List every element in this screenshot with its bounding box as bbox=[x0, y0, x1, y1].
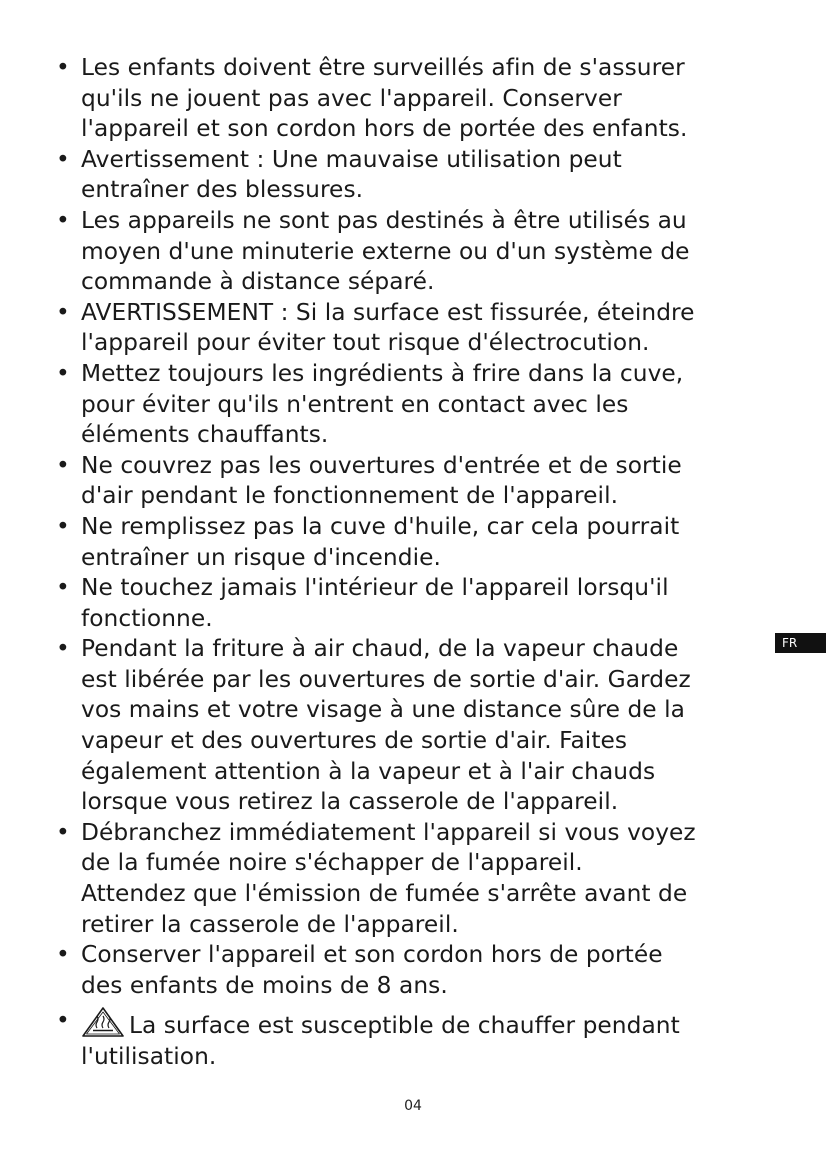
list-item-text: Ne couvrez pas les ouvertures d'entrée et de sortie d'air pendant le fonctionnement de l'appareil. bbox=[81, 451, 682, 510]
hot-surface-warning-item bbox=[56, 1006, 761, 1072]
list-item bbox=[56, 145, 761, 206]
bullet-dot: • bbox=[56, 941, 70, 969]
list-item bbox=[56, 573, 761, 634]
list-item-text: Pendant la friture à air chaud, de la vapeur chaude est libérée par les ouvertures de sortie d'air. Gardez vos mains et votre visage à une distance sûre de la vapeur et des ouvertures de sortie d'air. Faites également attention à la vapeur et à l'air chauds lorsque vous retirez la casserole de l'appareil. bbox=[81, 635, 691, 816]
list-item-text: Avertissement : Une mauvaise utilisation peut entraîner des blessures. bbox=[81, 145, 622, 204]
list-item-text: Ne remplissez pas la cuve d'huile, car cela pourrait entraîner un risque d'incendie. bbox=[81, 512, 680, 571]
list-item bbox=[56, 206, 761, 298]
list-item-text: Débranchez immédiatement l'appareil si vous voyez de la fumée noire s'échapper de l'appareil. Attendez que l'émission de fumée s'arrête avant de retirer la casserole de l'appareil. bbox=[81, 818, 696, 938]
list-item bbox=[56, 940, 761, 1001]
list-item bbox=[56, 512, 761, 573]
list-item-text: Ne touchez jamais l'intérieur de l'appareil lorsqu'il fonctionne. bbox=[81, 574, 669, 632]
bullet-dot: • bbox=[56, 818, 70, 846]
hot-surface-warning-icon bbox=[81, 1006, 125, 1038]
list-item bbox=[56, 298, 761, 359]
list-item bbox=[56, 634, 761, 818]
list-item bbox=[56, 451, 761, 512]
bullet-dot: • bbox=[56, 635, 70, 663]
bullet-dot: • bbox=[56, 359, 70, 387]
page-number: 04 bbox=[404, 1098, 422, 1114]
hot-surface-warning-text: La surface est susceptible de chauffer pendant l'utilisation. bbox=[81, 1012, 680, 1070]
bullet-dot: • bbox=[56, 206, 70, 234]
list-item-text: Les appareils ne sont pas destinés à être utilisés au moyen d'une minuterie externe ou d'un système de commande à distance séparé. bbox=[81, 206, 690, 296]
bullet-dot: • bbox=[56, 451, 70, 479]
list-item bbox=[56, 818, 761, 940]
bullet-dot: • bbox=[56, 1007, 70, 1035]
list-item-text: Les enfants doivent être surveillés afin de s'assurer qu'ils ne jouent pas avec l'appareil. Conserver l'appareil et son cordon hors de portée des enfants. bbox=[81, 54, 688, 143]
bullet-dot: • bbox=[56, 574, 70, 602]
bullet-dot: • bbox=[56, 298, 70, 326]
list-item bbox=[56, 53, 761, 145]
list-item-text: Mettez toujours les ingrédients à frire dans la cuve, pour éviter qu'ils n'entrent en contact avec les éléments chauffants. bbox=[81, 359, 684, 449]
list-item-text: AVERTISSEMENT : Si la surface est fissurée, éteindre l'appareil pour éviter tout risque d'électrocution. bbox=[81, 298, 695, 357]
bullet-dot: • bbox=[56, 512, 70, 540]
bullet-dot: • bbox=[56, 145, 70, 173]
list-item-text: Conserver l'appareil et son cordon hors de portée des enfants de moins de 8 ans. bbox=[81, 941, 663, 999]
language-tab: FR bbox=[775, 633, 826, 653]
safety-instructions-list bbox=[56, 53, 761, 1073]
list-item bbox=[56, 359, 761, 451]
bullet-dot: • bbox=[56, 54, 70, 81]
